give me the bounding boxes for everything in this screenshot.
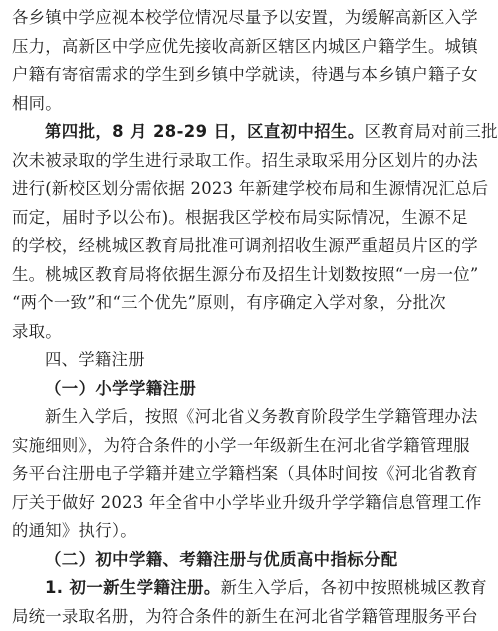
subsection-heading: （一）小学学籍注册 xyxy=(12,375,431,404)
paragraph-line: 务平台注册电子学籍并建立学籍档案（具体时间按《河北省教育 xyxy=(12,460,431,489)
paragraph-line: 次未被录取的学生进行录取工作。招生录取采用分区划片的办法 xyxy=(12,147,431,176)
paragraph-line: 新生入学后，按照《河北省义务教育阶段学生学籍管理办法 xyxy=(12,403,431,432)
section-heading: 四、学籍注册 xyxy=(12,346,431,375)
paragraph-line: 进行(新校区划分需依据 2023 年新建学校布局和生源情况汇总后 xyxy=(12,175,431,204)
paragraph-line: 厅关于做好 2023 年全省中小学毕业升级升学学籍信息管理工作 xyxy=(12,489,431,518)
paragraph-line: 生。桃城区教育局将依据生源分布及招生计划数按照“一房一位” xyxy=(12,261,431,290)
paragraph-line: 的学校，经桃城区教育局批准可调剂招收生源严重超员片区的学 xyxy=(12,232,431,261)
paragraph-line: 相同。 xyxy=(12,90,431,119)
paragraph-line: 而定，届时予以公布)。根据我区学校布局实际情况，生源不足 xyxy=(12,204,431,233)
paragraph-line: 录取。 xyxy=(12,318,431,347)
batch4-lead: 第四批，8 月 28-29 日，区直初中招生。 xyxy=(45,122,365,141)
paragraph-line: 各乡镇中学应视本校学位情况尽量予以安置，为缓解高新区入学 xyxy=(12,4,431,33)
item1-first-line xyxy=(12,574,431,603)
paragraph-line: 实施细则》，为符合条件的小学一年级新生在河北省学籍管理服 xyxy=(12,432,431,461)
item1-lead: 1. 初一新生学籍注册。 xyxy=(45,578,221,597)
batch4-first-line xyxy=(12,118,431,147)
paragraph-line: 压力，高新区中学应优先接收高新区辖区内城区户籍学生。城镇 xyxy=(12,33,431,62)
paragraph-line: 的通知》执行）。 xyxy=(12,517,431,546)
item1-first-text: 新生入学后，各初中按照桃城区教育 xyxy=(221,578,487,597)
subsection-heading: （二）初中学籍、考籍注册与优质高中指标分配 xyxy=(12,546,431,575)
paragraph-line: “两个一致”和“三个优先”原则，有序确定入学对象，分批次 xyxy=(12,289,431,318)
paragraph-line: 局统一录取名册，为符合条件的新生在河北省学籍管理服务平台 xyxy=(12,603,431,631)
paragraph-line: 户籍有寄宿需求的学生到乡镇中学就读，待遇与本乡镇户籍子女 xyxy=(12,61,431,90)
batch4-first-text: 区教育局对前三批 xyxy=(365,122,498,141)
